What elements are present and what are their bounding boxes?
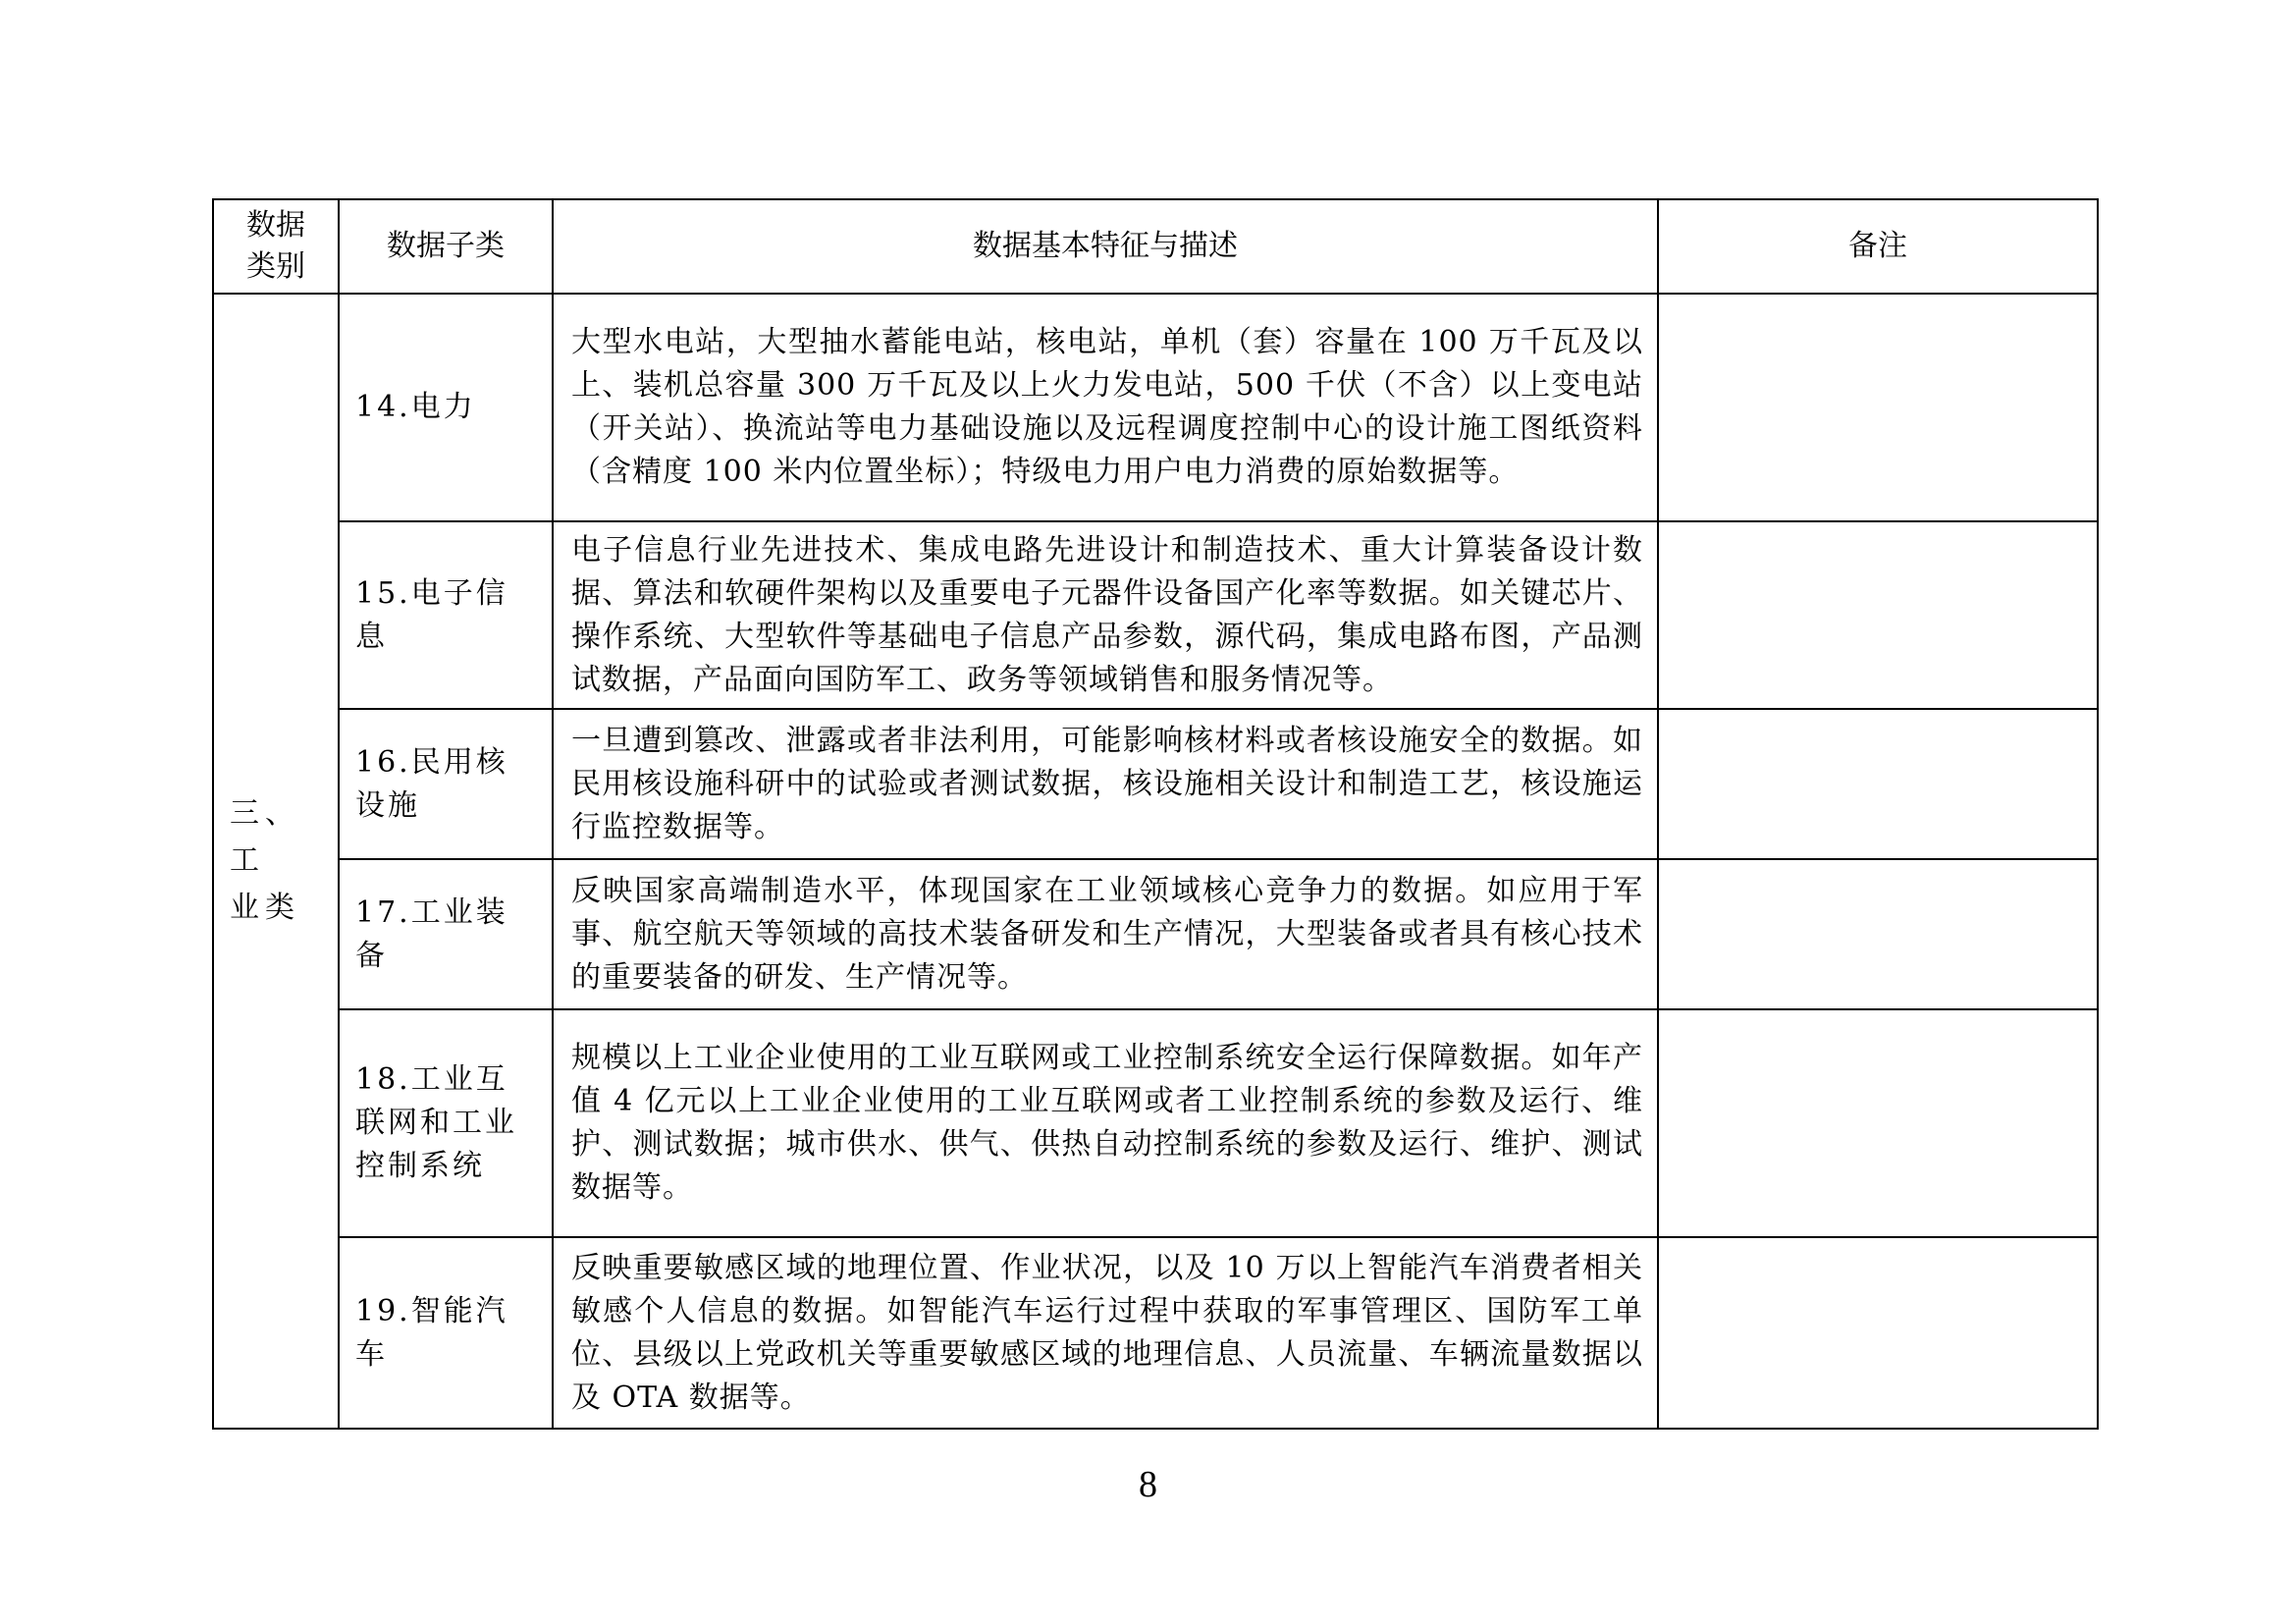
category-line2: 业类 xyxy=(230,891,300,925)
subcategory-cell: 18.工业互联网和工业控制系统 xyxy=(339,1009,553,1237)
subcategory-cell: 14.电力 xyxy=(339,294,553,521)
subcategory-cell: 17.工业装备 xyxy=(339,859,553,1009)
header-subcategory: 数据子类 xyxy=(339,199,553,294)
description-cell: 规模以上工业企业使用的工业互联网或工业控制系统安全运行保障数据。如年产值 4 亿元以上工业企业使用的工业互联网或者工业控制系统的参数及运行、维护、测试数据；城市供水、供气、供热自动控制系统的参数及运行、维护、测试数据等。 xyxy=(553,1009,1658,1237)
remarks-cell xyxy=(1658,521,2098,709)
table-row xyxy=(213,294,2098,521)
table-row xyxy=(213,1009,2098,1237)
description-cell: 电子信息行业先进技术、集成电路先进设计和制造技术、重大计算装备设计数据、算法和软硬件架构以及重要电子元器件设备国产化率等数据。如关键芯片、操作系统、大型软件等基础电子信息产品参数，源代码，集成电路布图，产品测试数据，产品面向国防军工、政务等领域销售和服务情况等。 xyxy=(553,521,1658,709)
header-category-line1: 数据 xyxy=(246,208,305,243)
remarks-cell xyxy=(1658,294,2098,521)
description-cell: 反映国家高端制造水平，体现国家在工业领域核心竞争力的数据。如应用于军事、航空航天等领域的高技术装备研发和生产情况，大型装备或者具有核心技术的重要装备的研发、生产情况等。 xyxy=(553,859,1658,1009)
header-category-line2: 类别 xyxy=(246,249,305,284)
remarks-cell xyxy=(1658,1009,2098,1237)
table-row xyxy=(213,709,2098,859)
page-number: 8 xyxy=(1139,1464,1157,1505)
data-classification-table xyxy=(212,198,2099,1430)
category-cell xyxy=(213,294,339,1429)
remarks-cell xyxy=(1658,859,2098,1009)
remarks-cell xyxy=(1658,709,2098,859)
header-category xyxy=(213,199,339,294)
table-row xyxy=(213,521,2098,709)
header-remarks: 备注 xyxy=(1658,199,2098,294)
description-cell: 大型水电站，大型抽水蓄能电站，核电站，单机（套）容量在 100 万千瓦及以上、装机总容量 300 万千瓦及以上火力发电站，500 千伏（不含）以上变电站（开关站）、换流站等电力基础设施以及远程调度控制中心的设计施工图纸资料（含精度 100 米内位置坐标）；特级电力用户电力消费的原始数据等。 xyxy=(553,294,1658,521)
subcategory-cell: 16.民用核设施 xyxy=(339,709,553,859)
subcategory-cell: 15.电子信息 xyxy=(339,521,553,709)
description-cell: 一旦遭到篡改、泄露或者非法利用，可能影响核材料或者核设施安全的数据。如民用核设施科研中的试验或者测试数据，核设施相关设计和制造工艺，核设施运行监控数据等。 xyxy=(553,709,1658,859)
header-description: 数据基本特征与描述 xyxy=(553,199,1658,294)
remarks-cell xyxy=(1658,1237,2098,1429)
category-line1: 三、工 xyxy=(230,796,300,878)
subcategory-cell: 19.智能汽车 xyxy=(339,1237,553,1429)
table-header-row xyxy=(213,199,2098,294)
description-cell: 反映重要敏感区域的地理位置、作业状况，以及 10 万以上智能汽车消费者相关敏感个人信息的数据。如智能汽车运行过程中获取的军事管理区、国防军工单位、县级以上党政机关等重要敏感区域的地理信息、人员流量、车辆流量数据以及 OTA 数据等。 xyxy=(553,1237,1658,1429)
table-row xyxy=(213,1237,2098,1429)
table-row xyxy=(213,859,2098,1009)
